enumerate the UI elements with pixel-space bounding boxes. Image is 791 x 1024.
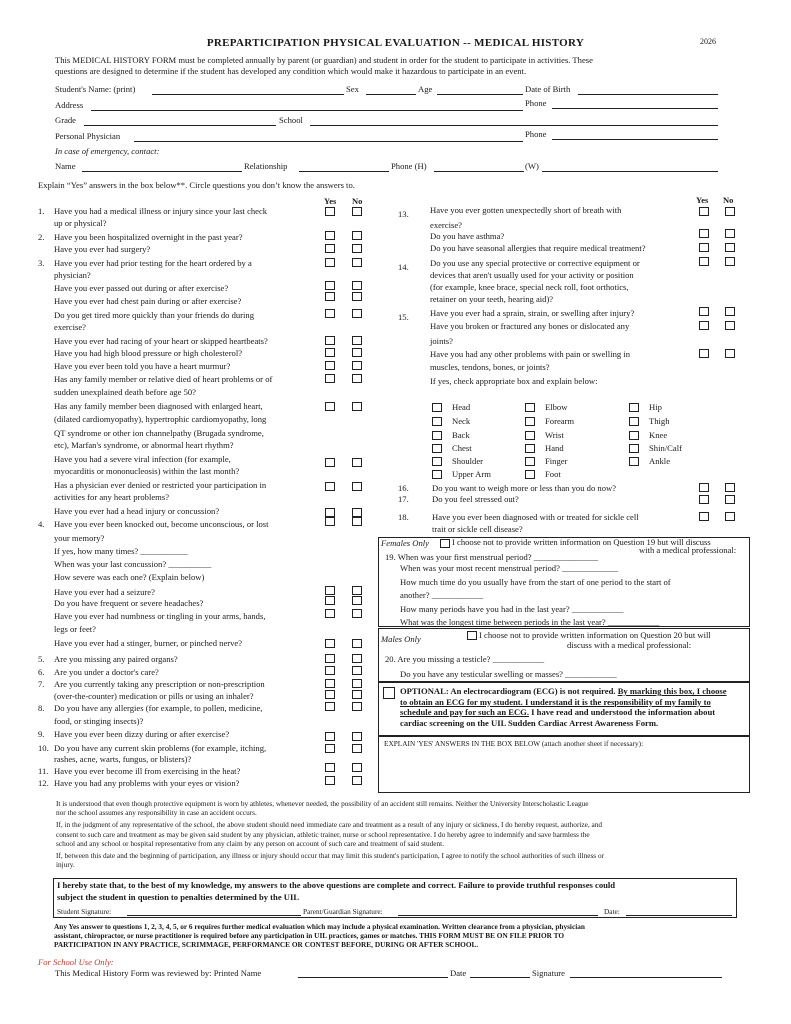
left-no-checkbox[interactable] (352, 776, 362, 785)
legal-line: consent to such care and treatment as may be given said student by any physician, athletic trainer, nurse or school representative. I do hereby agree to indemnify and save harmless the (56, 829, 590, 839)
phone-w-label: (W) (525, 161, 539, 171)
grade-field[interactable] (84, 125, 276, 126)
statement-date-label: Date: (604, 907, 620, 916)
left-question-number: 11. (38, 766, 49, 776)
left-no-header: No (352, 196, 363, 206)
left-question-number: 5. (38, 654, 45, 664)
left-question-text: Have you ever had a seizure? (54, 587, 155, 597)
left-question-text: Has a physician ever denied or restricted your participation in (54, 480, 267, 490)
left-question-text: Do you have any current skin problems (for example, itching, (54, 743, 267, 753)
body-part-checkbox[interactable] (432, 457, 442, 466)
right-no-checkbox[interactable] (725, 495, 735, 504)
body-part-label: Shoulder (452, 456, 484, 466)
left-no-checkbox[interactable] (352, 596, 362, 605)
sex-label: Sex (346, 84, 359, 94)
right-yes-checkbox[interactable] (699, 229, 709, 238)
left-yes-checkbox[interactable] (325, 702, 335, 711)
left-yes-checkbox[interactable] (325, 292, 335, 301)
left-yes-checkbox[interactable] (325, 763, 335, 772)
statement-line-2: subject the student in question to penalties determined by the UIL (57, 892, 300, 902)
school-field[interactable] (310, 125, 718, 126)
left-question-text: (over-the-counter) medication or pills or using an inhaler? (54, 691, 254, 701)
left-question-text: Do you have frequent or severe headaches? (54, 598, 204, 608)
left-question-number: 2. (38, 232, 45, 242)
reviewed-by-label: This Medical History Form was reviewed by: Printed Name (55, 968, 262, 978)
reviewed-signature-field[interactable] (570, 977, 722, 978)
form-year: 2026 (700, 37, 716, 46)
left-yes-checkbox[interactable] (325, 402, 335, 411)
right-no-checkbox[interactable] (725, 229, 735, 238)
left-question-number: 4. (38, 519, 45, 529)
left-question-text: When was your last concussion? __________ (54, 559, 212, 569)
right-question-text: retainer on your teeth, hearing aid)? (430, 294, 554, 304)
body-part-label: Chest (452, 443, 472, 453)
left-question-text: Do you get tired more quickly than your friends do during (54, 310, 255, 320)
left-question-text: Have you ever been dizzy during or after exercise? (54, 729, 230, 739)
left-no-checkbox[interactable] (352, 639, 362, 648)
left-yes-checkbox[interactable] (325, 361, 335, 370)
q19-another: another? ____________ (400, 590, 484, 600)
left-no-checkbox[interactable] (352, 763, 362, 772)
left-question-number: 1. (38, 206, 45, 216)
left-question-text: Are you under a doctor's care? (54, 667, 159, 677)
left-no-checkbox[interactable] (352, 609, 362, 618)
parent-signature-label: Parent/Guardian Signature: (303, 907, 383, 916)
physician-phone-field[interactable] (552, 139, 718, 140)
address-field[interactable] (91, 110, 523, 111)
right-question-text: Do you have asthma? (430, 231, 505, 241)
left-no-checkbox[interactable] (352, 374, 362, 383)
right-yes-checkbox[interactable] (699, 321, 709, 330)
left-yes-checkbox[interactable] (325, 596, 335, 605)
reviewed-name-field[interactable] (298, 977, 448, 978)
body-part-label: Ankle (649, 456, 671, 466)
left-question-text: Have you ever had a stinger, burner, or pinched nerve? (54, 638, 243, 648)
females-opt-text-2: with a medical professional: (639, 545, 737, 555)
body-part-label: Upper Arm (452, 469, 491, 479)
right-question-text: Have you ever been diagnosed with or treated for sickle cell (432, 512, 639, 522)
q20-missing-testicle: 20. Are you missing a testicle? ____________ (385, 654, 545, 664)
body-part-label: Thigh (649, 416, 670, 426)
right-question-text: Do you have seasonal allergies that require medical treatment? (430, 243, 646, 253)
school-use-label: For School Use Only: (38, 957, 114, 967)
left-yes-checkbox[interactable] (325, 258, 335, 267)
left-question-number: 8. (38, 703, 45, 713)
legal-text (56, 799, 761, 869)
q20-swelling: Do you have any testicular swelling or masses? ____________ (400, 669, 617, 679)
left-question-text: Have you ever had a head injury or concussion? (54, 506, 220, 516)
school-label: School (279, 115, 303, 125)
left-question-text: QT syndrome or other ion channelpathy (Brugada syndrome, (54, 428, 264, 438)
phone-w-field[interactable] (542, 171, 718, 172)
left-yes-checkbox[interactable] (325, 654, 335, 663)
body-part-label: Wrist (545, 430, 564, 440)
left-question-text: Have you ever had prior testing for the heart ordered by a (54, 258, 252, 268)
right-yes-checkbox[interactable] (699, 512, 709, 521)
left-question-text: Have you ever had chest pain during or after exercise? (54, 296, 242, 306)
females-opt-out-checkbox[interactable] (440, 539, 450, 548)
reviewed-signature-label: Signature (532, 968, 565, 978)
right-no-checkbox[interactable] (725, 257, 735, 266)
right-question-text: Do you want to weigh more or less than you do now? (432, 483, 617, 493)
right-question-number: 13. (398, 209, 409, 219)
footer-line-3: PARTICIPATION IN ANY PRACTICE, SCRIMMAGE, PERFORMANCE OR CONTEST BEFORE, DURING OR AFTER SCHOOL. (54, 940, 479, 950)
ecg-checkbox[interactable] (383, 687, 395, 699)
left-yes-checkbox[interactable] (325, 732, 335, 741)
left-yes-checkbox[interactable] (325, 666, 335, 675)
right-question-text: joints? (430, 336, 453, 346)
legal-line: It is understood that even though protective equipment is worn by athletes, whenever needed, the possibility of an accident still remains. Neither the University Interscholastic League (56, 799, 589, 808)
body-part-checkbox[interactable] (432, 470, 442, 479)
right-question-text: devices that aren't usually used for your activity or position (430, 270, 634, 280)
left-no-checkbox[interactable] (352, 244, 362, 253)
left-yes-checkbox[interactable] (325, 458, 335, 467)
males-opt-text: I choose not to provide written information on Question 20 but will (479, 630, 711, 640)
left-question-text: activities for any heart problems? (54, 492, 170, 502)
sex-field[interactable] (366, 94, 416, 95)
left-no-checkbox[interactable] (352, 336, 362, 345)
relationship-field[interactable] (299, 171, 389, 172)
left-no-checkbox[interactable] (352, 702, 362, 711)
right-question-number: 16. (398, 483, 409, 493)
right-question-text: Have you broken or fractured any bones or dislocated any (430, 321, 630, 331)
left-yes-checkbox[interactable] (325, 309, 335, 318)
left-no-checkbox[interactable] (352, 309, 362, 318)
left-question-text: myocarditis or mononucleosis) within the last month? (54, 466, 240, 476)
body-part-checkbox[interactable] (432, 431, 442, 440)
right-question-text: (for example, knee brace, special neck roll, foot orthotics, (430, 282, 629, 292)
legal-line: If, in the judgment of any representative of the school, the above student should need immediate care and treatment as a result of any injury or sickness, I do hereby request, authorize, and (56, 820, 603, 830)
body-part-label: Hip (649, 402, 662, 412)
left-question-text: Are you currently taking any prescription or non-prescription (54, 679, 265, 689)
left-question-text: food, or stinging insects)? (54, 716, 144, 726)
left-question-text: rashes, acne, warts, fungus, or blisters)? (54, 754, 192, 764)
right-yes-checkbox[interactable] (699, 307, 709, 316)
body-part-label: Back (452, 430, 470, 440)
right-yes-header: Yes (696, 195, 709, 205)
ecg-text-d: schedule and pay for such an ECG. (400, 707, 530, 717)
q19-recent-period: When was your most recent menstrual period? _____________ (400, 563, 618, 573)
left-yes-header: Yes (324, 196, 337, 206)
right-yes-checkbox[interactable] (699, 243, 709, 252)
body-part-checkbox[interactable] (629, 417, 639, 426)
body-part-checkbox[interactable] (525, 470, 535, 479)
right-question-text: Have you ever gotten unexpectedly short of breath with (430, 205, 622, 215)
right-no-checkbox[interactable] (725, 207, 735, 216)
left-no-checkbox[interactable] (352, 402, 362, 411)
body-part-checkbox[interactable] (629, 444, 639, 453)
legal-line: injury. (56, 860, 75, 870)
relationship-label: Relationship (244, 161, 288, 171)
left-question-text: legs or feet? (54, 624, 96, 634)
emergency-name-field[interactable] (82, 171, 242, 172)
phone-label: Phone (525, 98, 547, 108)
left-yes-checkbox[interactable] (325, 231, 335, 240)
body-part-checkbox[interactable] (525, 431, 535, 440)
right-yes-checkbox[interactable] (699, 483, 709, 492)
left-no-checkbox[interactable] (352, 679, 362, 688)
right-question-number: 18. (398, 512, 409, 522)
body-part-checkbox[interactable] (432, 417, 442, 426)
left-yes-checkbox[interactable] (325, 374, 335, 383)
right-no-checkbox[interactable] (725, 512, 735, 521)
left-question-number: 7. (38, 679, 45, 689)
left-yes-checkbox[interactable] (325, 639, 335, 648)
body-part-label: Forearm (545, 416, 575, 426)
ecg-text-f: cardiac screening on the UIL Sudden Cardiac Arrest Awareness Form. (400, 717, 659, 728)
left-yes-checkbox[interactable] (325, 517, 335, 526)
left-yes-checkbox[interactable] (325, 744, 335, 753)
left-question-text: Have you had high blood pressure or high cholesterol? (54, 348, 243, 358)
left-yes-checkbox[interactable] (325, 281, 335, 290)
left-no-checkbox[interactable] (352, 690, 362, 699)
left-no-checkbox[interactable] (352, 348, 362, 357)
body-part-checkbox[interactable] (629, 457, 639, 466)
body-part-label: Head (452, 402, 471, 412)
phone-field[interactable] (552, 108, 718, 109)
left-question-text: Have you had a severe viral infection (for example, (54, 454, 231, 464)
explain-instructions: Explain “Yes” answers in the box below**. Circle questions you don’t know the answers to. (38, 180, 355, 190)
reviewed-date-label: Date (450, 968, 467, 978)
right-no-checkbox[interactable] (725, 243, 735, 252)
body-part-checkbox[interactable] (525, 403, 535, 412)
ecg-text (400, 686, 750, 728)
statement-line-1: I hereby state that, to the best of my knowledge, my answers to the above questions are complete and correct. Failure to provide truthful responses could (57, 880, 616, 890)
left-question-text: Have you had any problems with your eyes or vision? (54, 778, 240, 788)
phone-h-label: Phone (H) (391, 161, 427, 171)
legal-line: nor the school assumes any responsibility in case an accident occurs. (56, 808, 257, 818)
left-question-number: 10. (38, 743, 49, 753)
left-yes-checkbox[interactable] (325, 336, 335, 345)
right-question-text: Have you had any other problems with pain or swelling in (430, 349, 631, 359)
left-yes-checkbox[interactable] (325, 207, 335, 216)
ecg-text-e: I have read and understood the information about (531, 707, 716, 717)
left-no-checkbox[interactable] (352, 654, 362, 663)
dob-field[interactable] (578, 94, 718, 95)
females-opt-text: I choose not to provide written information on Question 19 but will discuss (452, 537, 711, 547)
legal-line: school and any school or hospital representative from any claim by any person on account of such care and treatment of said student. (56, 838, 445, 848)
body-part-label: Neck (452, 416, 471, 426)
q19-time-between: How much time do you usually have from the start of one period to the start of (400, 577, 671, 587)
left-question-text: up or physical? (54, 218, 107, 228)
left-yes-checkbox[interactable] (325, 609, 335, 618)
q19-first-period: 19. When was your first menstrual period? _______________ (385, 552, 599, 562)
left-question-number: 9. (38, 729, 45, 739)
age-label: Age (418, 84, 433, 94)
left-question-number: 6. (38, 667, 45, 677)
student-name-label: Student's Name: (print) (55, 84, 136, 94)
reviewed-date-field[interactable] (470, 977, 530, 978)
left-question-text: How severe was each one? (Explain below) (54, 572, 205, 582)
males-opt-text-2: discuss with a medical professional: (567, 640, 692, 650)
left-yes-checkbox[interactable] (325, 679, 335, 688)
left-yes-checkbox[interactable] (325, 690, 335, 699)
left-question-text: Have you ever passed out during or after exercise? (54, 283, 229, 293)
left-yes-checkbox[interactable] (325, 776, 335, 785)
left-question-text: If yes, how many times? ___________ (54, 546, 188, 556)
body-part-checkbox[interactable] (432, 444, 442, 453)
left-no-checkbox[interactable] (352, 281, 362, 290)
footer-line-2: assistant, chiropractor, or nurse practitioner is required before any participation in UIL practices, games or matches. THIS FORM MUST BE ON FILE PRIOR TO (54, 931, 565, 941)
q19-longest-time: What was the longest time between periods in the last year? ____________ (400, 617, 660, 627)
left-question-text: Are you missing any paired organs? (54, 654, 178, 664)
statement-date-field[interactable] (626, 915, 732, 916)
right-question-text: Do you use any special protective or corrective equipment or (430, 258, 640, 268)
left-question-text: exercise? (54, 322, 86, 332)
body-part-checkbox[interactable] (432, 403, 442, 412)
left-question-text: Have you ever been knocked out, become unconscious, or lost (54, 519, 269, 529)
left-yes-checkbox[interactable] (325, 586, 335, 595)
left-question-text: Do you have any allergies (for example, to pollen, medicine, (54, 703, 263, 713)
ecg-text-a: OPTIONAL: An electrocardiogram (ECG) is not required. (400, 686, 616, 696)
left-no-checkbox[interactable] (352, 207, 362, 216)
left-no-checkbox[interactable] (352, 231, 362, 240)
left-question-number: 12. (38, 778, 49, 788)
intro-line-2: questions are designed to determine if the student has developed any condition which would make it hazardous to participate in an event. (55, 65, 527, 76)
dob-label: Date of Birth (525, 84, 571, 94)
left-no-checkbox[interactable] (352, 744, 362, 753)
intro-text (55, 55, 745, 76)
left-no-checkbox[interactable] (352, 458, 362, 467)
left-question-text: Have you ever had surgery? (54, 244, 151, 254)
body-part-label: Hand (545, 443, 564, 453)
right-no-checkbox[interactable] (725, 349, 735, 358)
right-question-text: trait or sickle cell disease? (432, 524, 523, 534)
body-part-label: Knee (649, 430, 668, 440)
right-yes-checkbox[interactable] (699, 257, 709, 266)
right-question-text: exercise? (430, 220, 462, 230)
left-no-checkbox[interactable] (352, 292, 362, 301)
phone-h-field[interactable] (434, 171, 524, 172)
right-no-header: No (723, 195, 734, 205)
right-no-checkbox[interactable] (725, 321, 735, 330)
right-question-number: 17. (398, 494, 409, 504)
left-no-checkbox[interactable] (352, 482, 362, 491)
left-question-number: 3. (38, 258, 45, 268)
males-opt-out-checkbox[interactable] (467, 631, 477, 640)
body-part-checkbox[interactable] (629, 431, 639, 440)
left-question-text: physician? (54, 270, 91, 280)
physician-field[interactable] (134, 141, 523, 142)
body-part-checkbox[interactable] (525, 444, 535, 453)
left-question-text: (dilated cardiomyopathy), hypertrophic cardiomyopathy, long (54, 414, 267, 424)
left-no-checkbox[interactable] (352, 586, 362, 595)
student-signature-label: Student Signature: (57, 907, 112, 916)
left-question-text: Has any family member or relative died of heart problems or of (54, 374, 273, 384)
page-title: PREPARTICIPATION PHYSICAL EVALUATION -- MEDICAL HISTORY (206, 37, 585, 49)
footer-warning (54, 922, 764, 950)
body-part-label: Finger (545, 456, 568, 466)
parent-signature-field[interactable] (398, 915, 598, 916)
student-name-field[interactable] (152, 94, 344, 95)
ecg-text-b: By marking this box, I choose (617, 686, 727, 696)
emergency-name-label: Name (55, 161, 76, 171)
physician-phone-label: Phone (525, 129, 547, 139)
body-part-label: Elbow (545, 402, 568, 412)
grade-label: Grade (55, 115, 76, 125)
left-question-text: sudden unexplained death before age 50? (54, 387, 196, 397)
left-question-text: your memory? (54, 533, 105, 543)
emergency-label: In case of emergency, contact: (55, 146, 160, 156)
ecg-text-c: to obtain an ECG for my student. I understand it is the responsibility of my family to (400, 696, 711, 707)
right-question-text: muscles, tendons, bones, or joints? (430, 362, 550, 372)
legal-line: If, between this date and the beginning of participation, any illness or injury should occur that may limit this student's participation, I agree to notify the school authorities of such illness or (56, 851, 605, 861)
physician-label: Personal Physician (55, 131, 121, 141)
left-no-checkbox[interactable] (352, 517, 362, 526)
right-question-text: Have you ever had a sprain, strain, or swelling after injury? (430, 308, 635, 318)
females-label: Females Only (381, 538, 429, 548)
left-yes-checkbox[interactable] (325, 482, 335, 491)
males-label: Males Only (381, 634, 421, 644)
right-question-text: If yes, check appropriate box and explain below: (430, 376, 598, 386)
left-yes-checkbox[interactable] (325, 348, 335, 357)
left-question-text: Have you ever been told you have a heart murmur? (54, 361, 231, 371)
footer-line-1: Any Yes answer to questions 1, 2, 3, 4, 5, or 6 requires further medical evaluation which may include a physical examination. Written clearance from a physician, physician (54, 922, 585, 931)
body-part-label: Shin/Calf (649, 443, 682, 453)
right-yes-checkbox[interactable] (699, 207, 709, 216)
body-part-label: Foot (545, 469, 561, 479)
right-yes-checkbox[interactable] (699, 349, 709, 358)
left-no-checkbox[interactable] (352, 361, 362, 370)
left-yes-checkbox[interactable] (325, 508, 335, 517)
address-label: Address (55, 100, 84, 110)
explain-yes-label: EXPLAIN 'YES' ANSWERS IN THE BOX BELOW (attach another sheet if necessary): (384, 739, 644, 748)
left-question-text: Has any family member been diagnosed with enlarged heart, (54, 401, 263, 411)
right-yes-checkbox[interactable] (699, 495, 709, 504)
body-part-checkbox[interactable] (525, 417, 535, 426)
body-part-checkbox[interactable] (525, 457, 535, 466)
left-question-text: etc), Marfan's syndrome, or abnormal heart rhythm? (54, 440, 234, 450)
right-no-checkbox[interactable] (725, 483, 735, 492)
right-question-text: Do you feel stressed out? (432, 494, 519, 504)
left-yes-checkbox[interactable] (325, 244, 335, 253)
right-question-number: 15. (398, 312, 409, 322)
age-field[interactable] (437, 94, 523, 95)
left-no-checkbox[interactable] (352, 258, 362, 267)
q19-periods-count: How many periods have you had in the last year? ____________ (400, 604, 624, 614)
left-question-text: Have you ever become ill from exercising in the heat? (54, 766, 241, 776)
left-question-text: Have you been hospitalized overnight in the past year? (54, 232, 243, 242)
right-no-checkbox[interactable] (725, 307, 735, 316)
left-no-checkbox[interactable] (352, 666, 362, 675)
body-part-checkbox[interactable] (629, 403, 639, 412)
intro-line-1: This MEDICAL HISTORY FORM must be completed annually by parent (or guardian) and student in order for the student to participate in activities. These (55, 55, 593, 65)
student-signature-field[interactable] (127, 915, 301, 916)
left-no-checkbox[interactable] (352, 732, 362, 741)
left-no-checkbox[interactable] (352, 508, 362, 517)
left-question-text: Have you ever had numbness or tingling in your arms, hands, (54, 611, 266, 621)
right-question-number: 14. (398, 262, 409, 272)
left-question-text: Have you had a medical illness or injury since your last check (54, 206, 268, 216)
left-question-text: Have you ever had racing of your heart or skipped heartbeats? (54, 336, 268, 346)
